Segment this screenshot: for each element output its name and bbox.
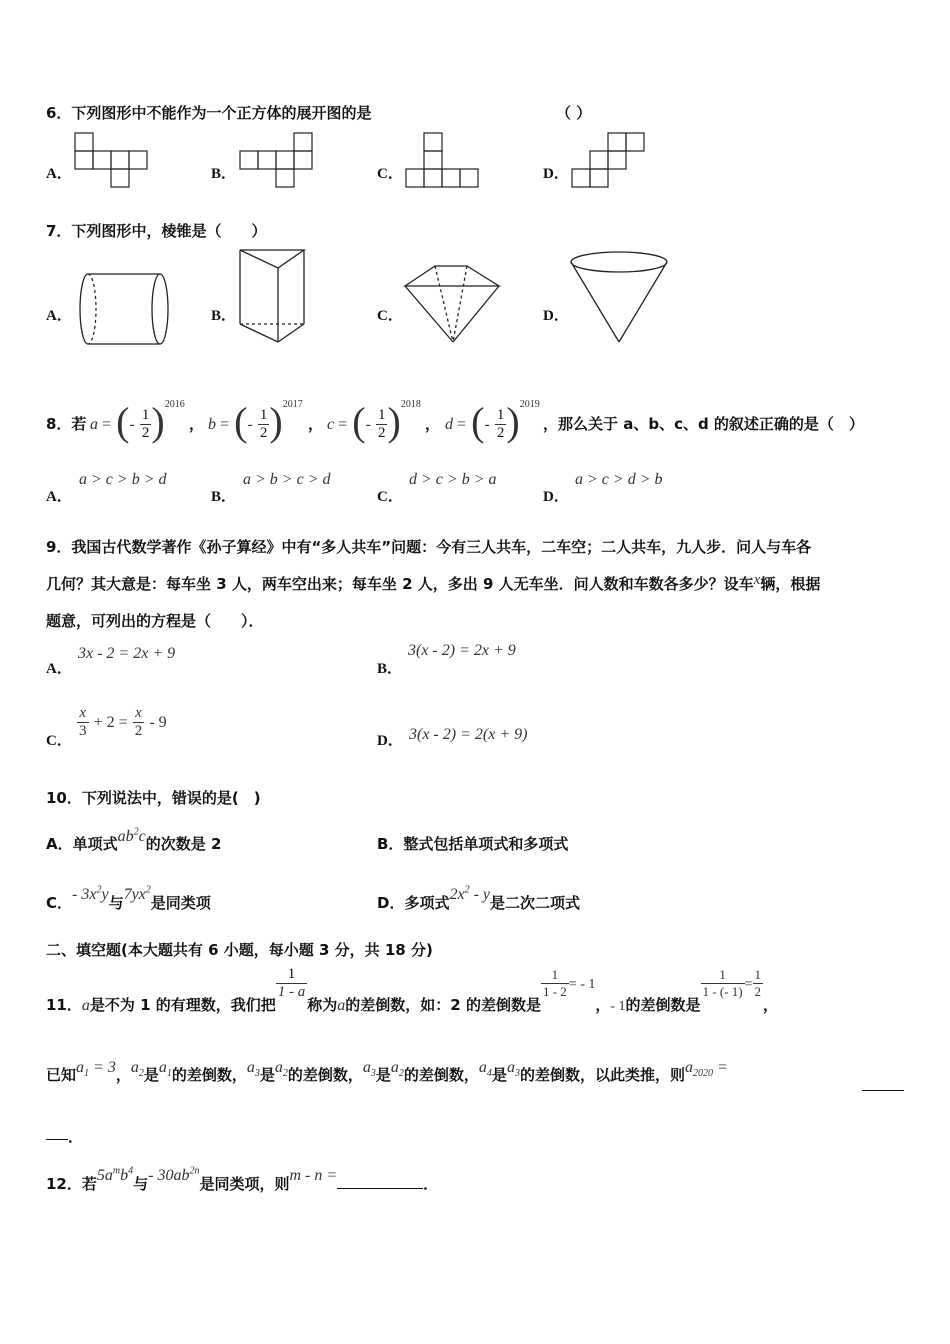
q11-eq2: = - 1 <box>568 977 596 992</box>
q11-frac3-den: 1 - (- 1) <box>702 984 743 999</box>
q8-def-d-exp: 2019 <box>519 399 540 410</box>
q6-label-a: A． <box>46 166 72 182</box>
q7-label-d: D． <box>543 308 569 324</box>
q9-line-2-b: 辆，根据 <box>760 575 821 593</box>
q11-a2020-sub: 2020 <box>692 1068 713 1080</box>
q12-m2: - 30ab <box>148 1167 190 1184</box>
q11-a4-sub: 4 <box>486 1068 492 1080</box>
q8-def-d-den: 2 <box>496 425 505 441</box>
q9-c-num-1: x <box>77 705 89 723</box>
q12-prefix: 12．若 <box>46 1175 97 1193</box>
q11-a2-b: a <box>274 1059 283 1076</box>
q9-line-2 <box>46 573 820 594</box>
q6-answer-paren: （ ） <box>556 104 592 122</box>
q12-mid: 与 <box>133 1175 149 1193</box>
q11-frac4-den: 2 <box>754 984 762 999</box>
q7-label-a: A． <box>46 308 72 324</box>
q12-t: 是同类项，则 <box>199 1175 290 1193</box>
q8-def-a-minus: - <box>129 416 135 433</box>
q11-a2-b-sub: 2 <box>282 1068 288 1080</box>
q10-a-exp: 2 <box>133 826 139 838</box>
q11-l2-0: 已知 <box>46 1066 77 1084</box>
q8-def-b-num: 1 <box>259 407 268 423</box>
q11-t3: 的差倒数，如：2 的差倒数是 <box>345 996 541 1014</box>
q12-m2-exp: 2n <box>189 1165 200 1177</box>
q8-sep-2: ， <box>308 415 324 433</box>
q9-line-3: 题意，可列出的方程是（ ）． <box>46 612 264 630</box>
q10-c-mid: 与 <box>108 894 124 912</box>
q11-a1: a <box>76 1059 85 1076</box>
q8-def-a: a = (- $\frac{1}{2}$ )$^{2016}$ <box>90 399 185 444</box>
q11-a2-c: a <box>390 1059 399 1076</box>
q8-def-b-den: 2 <box>259 425 268 441</box>
q9-option-d-label: D． <box>377 733 403 749</box>
q8-def-a-num: 1 <box>141 407 150 423</box>
q11-answer-blank-1[interactable] <box>862 1090 904 1091</box>
q11-t6: ， <box>763 996 779 1014</box>
q11-l2-10: 的差倒数， <box>287 1066 363 1084</box>
q10-d-label: D．多项式 <box>377 894 450 912</box>
q11-a1-b: a <box>158 1059 167 1076</box>
q11-frac2-num: 1 <box>541 967 569 984</box>
q10-a-base: ab <box>117 828 134 845</box>
q11-l2-18: 的差倒数，以此类推，则 <box>519 1066 685 1084</box>
q11-a2: a <box>130 1059 139 1076</box>
q8-option-a-math: a > c > b > d <box>79 471 167 488</box>
q11-var-a-2: a <box>337 997 346 1014</box>
q10-d-m-tail: - y <box>469 886 490 903</box>
q7-stem: 7．下列图形中，棱锥是（ ） <box>46 222 267 240</box>
q10-d-after: 是二次二项式 <box>490 894 581 912</box>
q7-prism-figure <box>238 248 308 346</box>
q10-d-m: 2x <box>449 886 465 903</box>
q8-def-c-exp: 2018 <box>400 399 421 410</box>
q11-t5: 的差倒数是 <box>625 996 701 1014</box>
q8-suffix: ，那么关于 a、b、c、d 的叙述正确的是（ ） <box>543 415 864 433</box>
q12-answer-blank[interactable] <box>337 1174 423 1189</box>
q11-l2-16: 是 <box>491 1066 507 1084</box>
q8-prefix: 8．若 <box>46 415 87 433</box>
q8-def-d-num: 1 <box>496 407 505 423</box>
q6-net-b <box>240 133 315 189</box>
q11-t4: ， <box>595 996 611 1014</box>
q8-def-b-var: b <box>208 416 216 433</box>
q10-c-m1-tail: y <box>101 886 109 903</box>
q10-option-b: B．整式包括单项式和多项式 <box>377 835 569 853</box>
q9-line-1: 9．我国古代数学著作《孙子算经》中有“多人共车”问题：今有三人共车，二车空；二人共车，九人步．问人与车各 <box>46 538 812 556</box>
q6-stem: 6．下列图形中不能作为一个正方体的展开图的是 <box>46 104 372 122</box>
q10-c-m2-exp: 2 <box>145 884 151 896</box>
q9-option-b-math: 3(x - 2) = 2x + 9 <box>408 642 516 659</box>
q12-m1: 5a <box>96 1167 113 1184</box>
q11-num: 11． <box>46 996 82 1014</box>
q11-frac1-num: 1 <box>276 966 308 984</box>
q8-def-b-minus: - <box>247 416 253 433</box>
q11-l2-8: 是 <box>259 1066 275 1084</box>
q6-label-b: B． <box>211 166 237 182</box>
q11-a2020-tail: = <box>712 1059 728 1076</box>
q11-a4: a <box>478 1059 487 1076</box>
q11-a1-sub: 1 <box>84 1068 90 1080</box>
q7-pyramid-figure <box>403 262 503 346</box>
q11-line-1: 11．a是不为 1 的有理数，我们把 $\frac{1}{1 - a}$ 称为a的差倒数，如：2 的差倒数是 $\frac{1}{1 - 2}$ = - 1，- 1的差倒数是 $\frac{1}{1 - (- 1)}$ = $\frac{1}{2}$ ， <box>46 966 779 1014</box>
q8-option-d-math: a > c > d > b <box>575 471 663 488</box>
q8-def-d: d = (- $\frac{1}{2}$ )$^{2019}$ <box>445 399 540 444</box>
q8-option-b-label: B． <box>211 489 237 505</box>
q10-c-label: C． <box>46 894 73 912</box>
q12-m1-b: b <box>120 1167 129 1184</box>
q9-option-b-label: B． <box>377 661 403 677</box>
q9-var-x: x <box>753 572 761 588</box>
q10-c-m2: 7yx <box>123 886 146 903</box>
q9-line-2-a: 几何？其大意是：每车坐 3 人，两车空出来；每车坐 2 人，多出 9 人无车坐．问人数和车数各多少？设车 <box>46 575 754 593</box>
q11-a1-b-sub: 1 <box>166 1068 172 1080</box>
q6-net-d <box>572 133 647 189</box>
q9-c-mid: + 2 = <box>93 714 128 731</box>
q11-l2-12: 是 <box>375 1066 391 1084</box>
q9-c-num-2: x <box>133 705 145 723</box>
q11-l2-4: 是 <box>143 1066 159 1084</box>
q11-var-a: a <box>81 997 90 1014</box>
q7-cylinder-figure <box>74 272 174 348</box>
q11-frac4-num: 1 <box>754 967 762 982</box>
q8-option-c-math: d > c > b > a <box>409 471 497 488</box>
q9-option-a-label: A． <box>46 661 72 677</box>
q8-sep-3: ， <box>425 415 441 433</box>
q11-l2-14: 的差倒数， <box>403 1066 479 1084</box>
q6-label-c: C． <box>377 166 403 182</box>
q8-def-c-den: 2 <box>377 425 386 441</box>
q12-m1-b-exp: 4 <box>128 1165 134 1177</box>
q11-t2: 称为 <box>307 996 338 1014</box>
q10-a-after: 的次数是 2 <box>145 835 222 853</box>
q11-a3-b: a <box>362 1059 371 1076</box>
q8-def-b-exp: 2017 <box>282 399 303 410</box>
q11-frac3-num: 1 <box>701 967 745 984</box>
q8-option-a-label: A． <box>46 489 72 505</box>
q8-def-c-minus: - <box>365 416 371 433</box>
q8-def-b: b = (- $\frac{1}{2}$ )$^{2017}$ <box>208 399 303 444</box>
q8-def-a-exp: 2016 <box>164 399 185 410</box>
q12-m1-exp: m <box>112 1165 121 1177</box>
q9-option-c-math <box>77 705 167 740</box>
q8-sep-1: ， <box>189 415 205 433</box>
q10-c-after: 是同类项 <box>150 894 211 912</box>
q9-c-tail: - 9 <box>149 714 167 731</box>
q11-frac1-den: 1 - a <box>277 984 306 1000</box>
q10-option-d <box>377 884 581 913</box>
q11-a2020: a <box>684 1059 693 1076</box>
q8-def-c-var: c <box>327 416 335 433</box>
q10-c-m1: - 3x <box>72 886 97 903</box>
q11-a2-sub: 2 <box>138 1068 144 1080</box>
q9-option-d-math: 3(x - 2) = 2(x + 9) <box>409 726 528 743</box>
q8-option-d-label: D． <box>543 489 569 505</box>
q7-label-c: C． <box>377 308 403 324</box>
q8-def-d-var: d <box>445 416 453 433</box>
q10-a-tail: c <box>138 828 146 845</box>
q9-option-a-math: 3x - 2 = 2x + 9 <box>78 645 176 662</box>
q10-a-label: A．单项式 <box>46 835 118 853</box>
q8-def-c: c = (- $\frac{1}{2}$ )$^{2018}$ <box>327 399 421 444</box>
q8-def-a-var: a <box>90 416 98 433</box>
q11-a3-sub: 3 <box>254 1068 260 1080</box>
q11-end: ． <box>68 1128 84 1146</box>
q8-def-d-minus: - <box>484 416 490 433</box>
q10-option-c <box>46 884 211 913</box>
q11-l2-6: 的差倒数， <box>171 1066 247 1084</box>
q11-frac2-den: 1 - 2 <box>542 984 567 999</box>
q11-a3-c-sub: 3 <box>514 1068 520 1080</box>
q9-option-c-label: C． <box>46 733 72 749</box>
q11-a3-b-sub: 3 <box>370 1068 376 1080</box>
q11-neg1: - 1 <box>610 999 626 1014</box>
q10-stem: 10．下列说法中，错误的是( ) <box>46 789 261 807</box>
q9-c-den-1: 3 <box>79 723 87 739</box>
q11-line-2 <box>46 1059 728 1087</box>
q11-answer-blank-2[interactable] <box>46 1139 68 1140</box>
q11-a3: a <box>246 1059 255 1076</box>
q11-a3-c: a <box>506 1059 515 1076</box>
q8-option-c-label: C． <box>377 489 403 505</box>
q11-l2-2: ， <box>115 1066 131 1084</box>
q8-def-c-num: 1 <box>377 407 386 423</box>
q6-net-c <box>406 133 481 189</box>
q6-label-d: D． <box>543 166 569 182</box>
q9-c-den-2: 2 <box>134 723 143 739</box>
q11-t1: 是不为 1 的有理数，我们把 <box>89 996 276 1014</box>
q12-m3: m - n = <box>289 1167 338 1184</box>
q8-option-b-math: a > b > c > d <box>243 471 331 488</box>
q10-c-m1-exp: 2 <box>96 884 102 896</box>
q7-cone-figure <box>569 250 671 346</box>
q11-a1-tail: = 3 <box>89 1059 116 1076</box>
q8-def-a-den: 2 <box>141 425 150 441</box>
section-2-title: 二、填空题(本大题共有 6 小题，每小题 3 分，共 18 分) <box>46 941 433 959</box>
q10-d-m-exp: 2 <box>464 884 470 896</box>
q11-a2-c-sub: 2 <box>398 1068 404 1080</box>
q6-net-a <box>75 133 150 189</box>
q12-end: ． <box>423 1175 439 1193</box>
q12-line <box>46 1165 439 1194</box>
q10-option-a <box>46 826 222 854</box>
q7-label-b: B． <box>211 308 237 324</box>
